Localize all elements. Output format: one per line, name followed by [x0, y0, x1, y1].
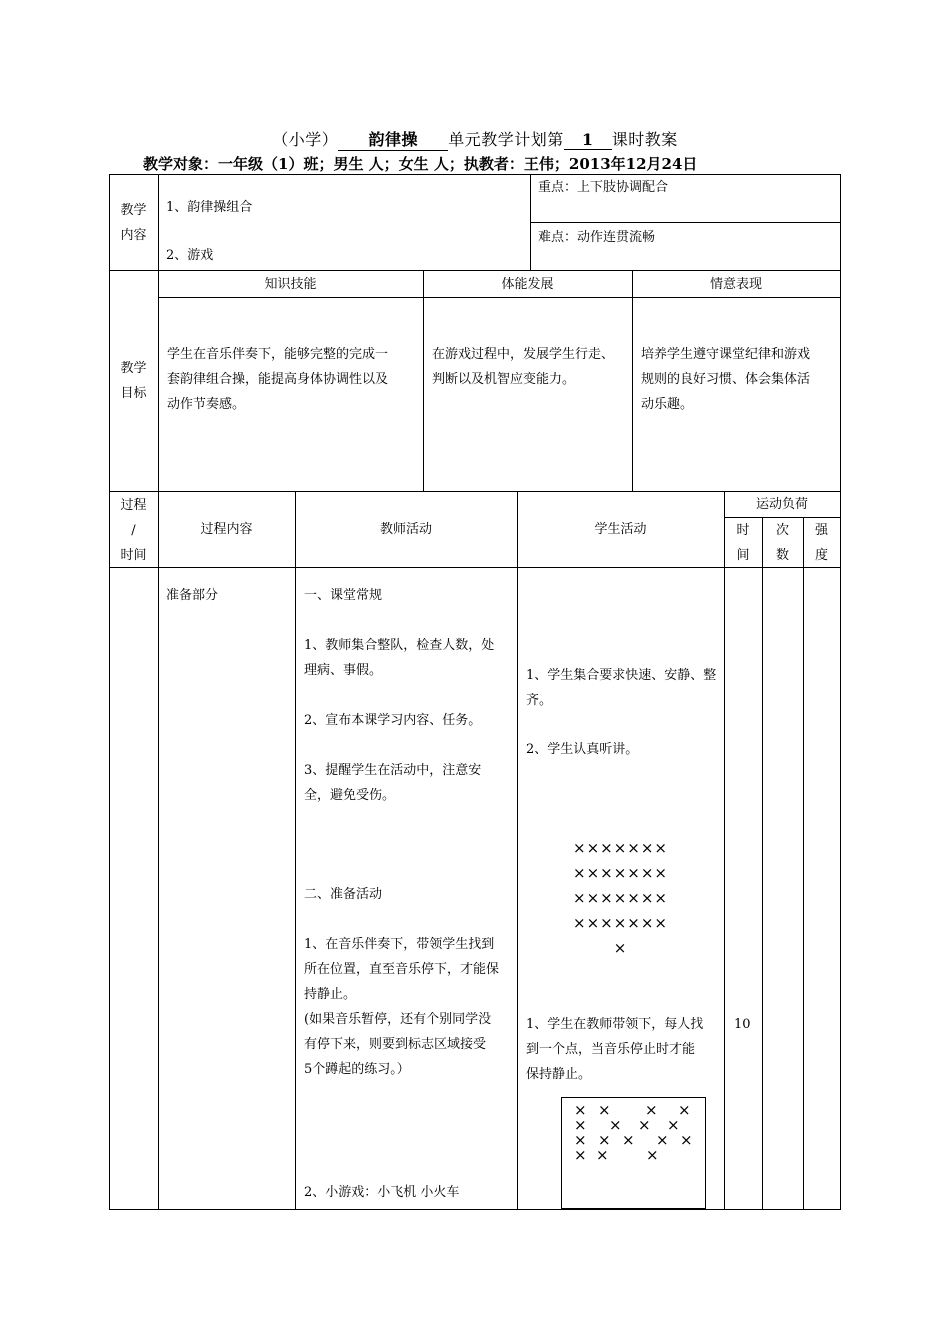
col-head-load: 运动负荷 [755, 497, 808, 512]
load-time-value: 10 [734, 1017, 751, 1032]
process-label-line1: 过程 [120, 498, 147, 513]
content-label-line1: 教学 [120, 203, 147, 218]
teacher-warmup-line: 所在位置，直至音乐停下，才能保 [304, 962, 500, 977]
scatter-mark: × [574, 1146, 587, 1164]
load-time-line1: 时 [736, 523, 750, 538]
scatter-mark: × [656, 1131, 669, 1149]
teacher-warmup-note: 有停下来，则要到标志区域接受 [304, 1037, 487, 1052]
lesson-number: 1 [564, 130, 612, 150]
scatter-mark: × [574, 1101, 587, 1119]
process-label-line3: 时间 [120, 548, 147, 563]
page-title [0, 127, 950, 151]
load-intensity-line2: 度 [814, 548, 828, 563]
section-prep-label: 准备部分 [166, 588, 219, 603]
student-item-3 [526, 1012, 703, 1087]
scatter-mark: × [646, 1146, 659, 1164]
scatter-mark: × [574, 1116, 587, 1134]
col-head-content: 过程内容 [200, 522, 253, 537]
goal-knowledge-line: 学生在音乐伴奏下，能够完整的完成一 [167, 347, 389, 362]
student-item-1-line: 1、学生集合要求快速、安静、整 [526, 668, 717, 683]
load-time-line2: 间 [736, 548, 750, 563]
teacher-item-3 [304, 758, 481, 808]
goal-affective-text [641, 342, 810, 417]
teacher-item-1 [304, 633, 494, 683]
goal-knowledge-line: 套韵律组合操，能提高身体协调性以及 [167, 372, 389, 387]
teacher-game: 2、小游戏：小飞机 小火车 [304, 1185, 460, 1200]
title-middle: 单元教学计划第 [448, 130, 564, 149]
goal-fitness-text [432, 342, 614, 392]
scatter-mark: × [609, 1116, 622, 1134]
goal-knowledge-line: 动作节奏感。 [167, 397, 246, 412]
goal-affective-line: 动乐趣。 [641, 397, 694, 412]
content-label-line2: 内容 [120, 228, 147, 243]
key-point: 重点：上下肢协调配合 [538, 180, 669, 195]
teacher-item-1-line: 理病、事假。 [304, 663, 383, 678]
scatter-mark: × [596, 1146, 609, 1164]
student-item-3-line: 1、学生在教师带领下，每人找 [526, 1017, 704, 1032]
teacher-warmup-item-1 [304, 932, 499, 1082]
goal-affective-line: 规则的良好习惯、体会集体活 [641, 372, 811, 387]
goal-head-fitness: 体能发展 [501, 277, 554, 292]
goal-head-knowledge: 知识技能 [264, 277, 317, 292]
scatter-mark: × [645, 1101, 658, 1119]
student-item-3-line: 到一个点，当音乐停止时才能 [526, 1042, 696, 1057]
student-item-3-line: 保持静止。 [526, 1067, 592, 1082]
load-count-line2: 数 [775, 548, 789, 563]
teacher-item-3-line: 全，避免受伤。 [304, 788, 396, 803]
teacher-item-3-line: 3、提醒学生在活动中，注意安 [304, 763, 482, 778]
content-label [109, 198, 158, 248]
col-head-teacher: 教师活动 [379, 522, 432, 537]
load-intensity-line1: 强 [814, 523, 828, 538]
goal-fitness-line: 在游戏过程中，发展学生行走、 [432, 347, 615, 362]
col-head-load-count [762, 518, 803, 568]
goals-label [109, 356, 158, 406]
student-item-1-line: 齐。 [526, 693, 553, 708]
lesson-info: 教学对象：一年级（1）班；男生 人；女生 人；执教者：王伟；2013年12月24日 [143, 155, 698, 173]
teacher-warmup-line: 1、在音乐伴奏下，带领学生找到 [304, 937, 495, 952]
scatter-mark: × [574, 1131, 587, 1149]
formation-teacher-mark: × [613, 939, 628, 957]
teacher-warmup-line: 持静止。 [304, 987, 357, 1002]
formation-diagram [517, 836, 724, 961]
goal-affective-line: 培养学生遵守课堂纪律和游戏 [641, 347, 811, 362]
scatter-mark: × [667, 1116, 680, 1134]
scatter-mark: × [598, 1101, 611, 1119]
scatter-mark: × [598, 1131, 611, 1149]
content-item-2: 2、游戏 [166, 248, 214, 263]
scatter-mark: × [622, 1131, 635, 1149]
teacher-item-1-line: 1、教师集合整队，检查人数，处 [304, 638, 495, 653]
formation-row: ××××××× [573, 914, 668, 932]
col-head-student: 学生活动 [594, 522, 647, 537]
teacher-heading-warmup: 二、准备活动 [304, 887, 383, 902]
title-suffix: 课时教案 [611, 130, 678, 149]
title-prefix: （小学） [272, 130, 339, 149]
teacher-heading-routine: 一、课堂常规 [304, 588, 383, 603]
goals-label-line2: 目标 [120, 386, 147, 401]
content-item-1: 1、韵律操组合 [166, 200, 253, 215]
scatter-mark: × [638, 1116, 651, 1134]
teacher-warmup-note: 5个蹲起的练习。） [304, 1062, 410, 1077]
load-count-line1: 次 [775, 523, 789, 538]
goals-label-line1: 教学 [120, 361, 147, 376]
unit-name: 韵律操 [338, 127, 448, 151]
student-item-1 [526, 663, 716, 713]
process-label-line2: / [131, 523, 136, 538]
formation-row: ××××××× [573, 864, 668, 882]
goal-head-affective: 情意表现 [709, 277, 762, 292]
teacher-item-2: 2、宣布本课学习内容、任务。 [304, 713, 482, 728]
goal-knowledge-text [167, 342, 388, 417]
formation-row: ××××××× [573, 839, 668, 857]
goal-fitness-line: 判断以及机智应变能力。 [432, 372, 576, 387]
process-label [109, 493, 158, 568]
scatter-mark: × [678, 1101, 691, 1119]
scatter-mark: × [680, 1131, 693, 1149]
student-item-2: 2、学生认真听讲。 [526, 742, 639, 757]
col-head-load-time [724, 518, 762, 568]
formation-row: ××××××× [573, 889, 668, 907]
teacher-warmup-note: (如果音乐暂停，还有个别同学没 [304, 1012, 492, 1027]
col-head-load-intensity [803, 518, 840, 568]
difficulty: 难点：动作连贯流畅 [538, 230, 656, 245]
